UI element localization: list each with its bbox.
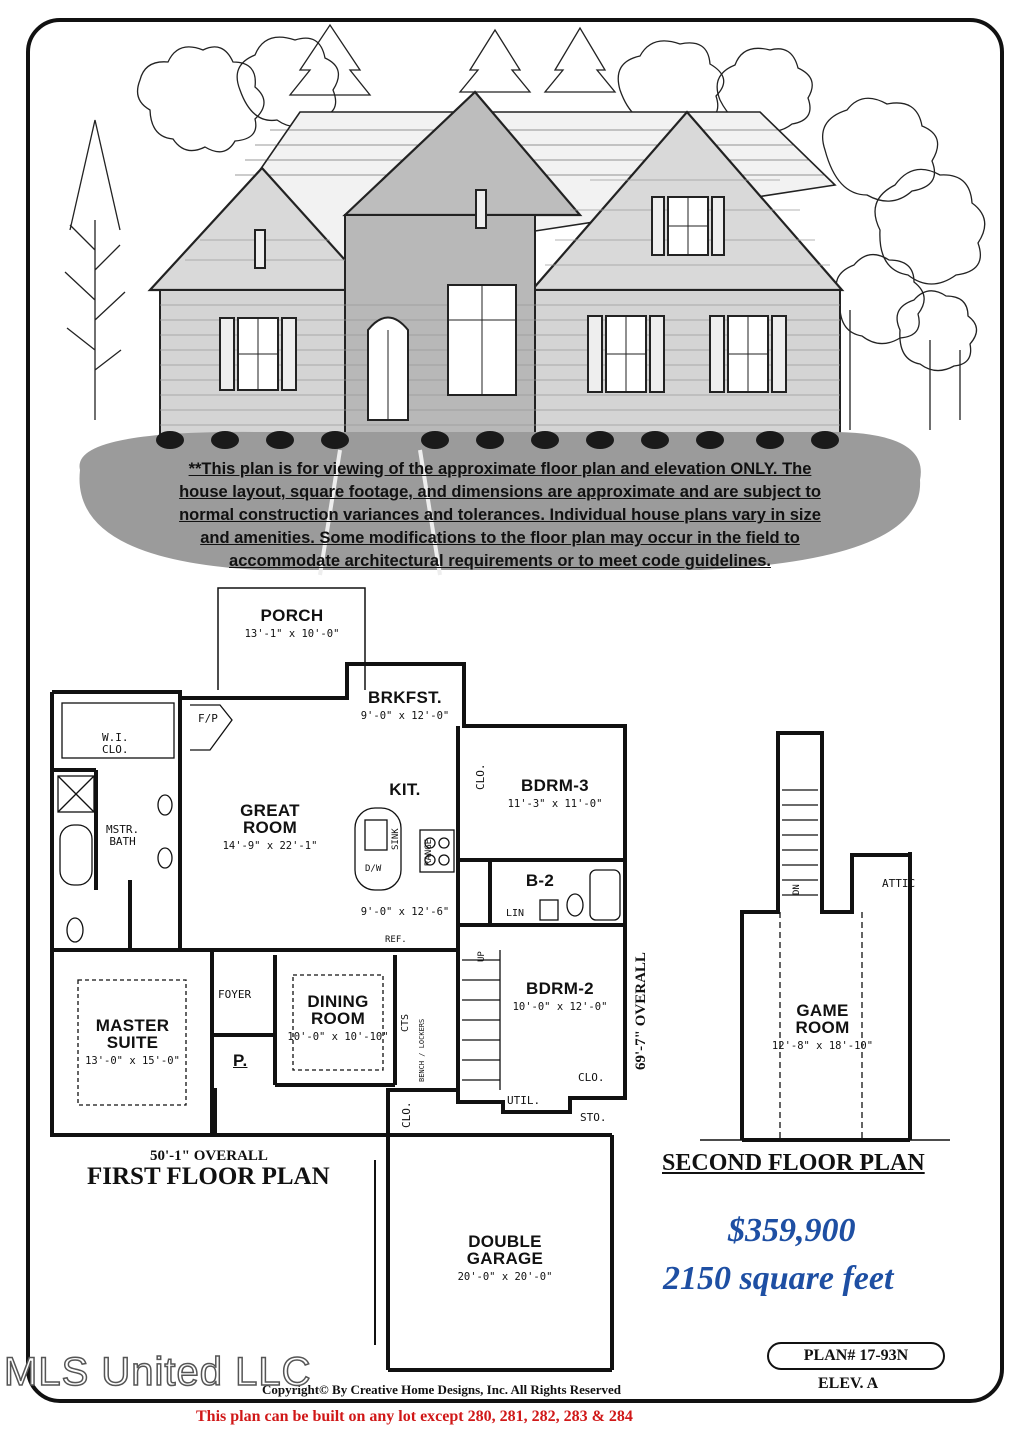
disclaimer-line: and amenities. Some modifications to the floor plan may occur in the field to bbox=[200, 529, 800, 547]
room-name: B-2 bbox=[525, 871, 555, 890]
room-name: BRKFST. bbox=[368, 688, 442, 707]
room-name: ROOM bbox=[795, 1018, 850, 1037]
room-name: GAME bbox=[796, 1001, 849, 1020]
room-name: MASTER bbox=[95, 1016, 170, 1035]
text: W.I. bbox=[102, 731, 129, 744]
label-closet-bdrm3: CLO. bbox=[474, 763, 487, 790]
room-size: 10'-0" x 10'-10" bbox=[287, 1031, 389, 1043]
room-name: KIT. bbox=[389, 780, 421, 799]
room-size: 13'-1" x 10'-0" bbox=[244, 628, 340, 640]
label-storage: STO. bbox=[580, 1111, 607, 1124]
room-name: PORCH bbox=[260, 606, 324, 625]
copyright-text: Copyright© By Creative Home Designs, Inc. All Rights Reserved bbox=[262, 1382, 622, 1397]
first-floor-depth-label: 69'-7" OVERALL bbox=[633, 952, 649, 1070]
label-bench-lockers: BENCH / LOCKERS bbox=[418, 1018, 426, 1082]
room-size: 12'-8" x 18'-10" bbox=[771, 1040, 874, 1052]
label-closet-util: CLO. bbox=[578, 1071, 605, 1084]
room-size: 10'-0" x 12'-0" bbox=[512, 1001, 608, 1013]
room-size: 14'-9" x 22'-1" bbox=[222, 840, 318, 852]
disclaimer-line: accommodate architectural requirements or to meet code guidelines. bbox=[229, 552, 771, 570]
room-name: ROOM bbox=[242, 818, 298, 837]
lot-restriction-note: This plan can be built on any lot except 280, 281, 282, 283 & 284 bbox=[196, 1408, 633, 1425]
room-name: DINING bbox=[307, 992, 369, 1011]
room-porch bbox=[222, 607, 362, 641]
room-bedroom-2 bbox=[500, 980, 620, 1014]
label-stair-down: DN bbox=[792, 884, 802, 895]
label-sink: SINK bbox=[391, 828, 401, 850]
first-floor-title: FIRST FLOOR PLAN bbox=[87, 1163, 330, 1190]
label-linen: LIN bbox=[506, 908, 525, 919]
room-size: 9'-0" x 12'-6" bbox=[360, 906, 450, 918]
room-name: SUITE bbox=[106, 1033, 159, 1052]
label-wi-clo bbox=[102, 732, 129, 756]
second-floor-walls bbox=[700, 733, 950, 1140]
room-double-garage bbox=[430, 1233, 580, 1284]
label-master-bath bbox=[106, 824, 139, 848]
room-bedroom-3 bbox=[495, 777, 615, 811]
disclaimer-line: **This plan is for viewing of the approximate floor plan and elevation ONLY. The bbox=[188, 460, 812, 478]
first-floor-width-label: 50'-1" OVERALL bbox=[150, 1148, 268, 1164]
label-refrigerator: REF. bbox=[385, 935, 407, 945]
disclaimer-line: house layout, square footage, and dimensions are approximate and are subject to bbox=[179, 483, 821, 501]
listing-price: $359,900 bbox=[728, 1212, 856, 1249]
listing-square-feet: 2150 square feet bbox=[663, 1260, 894, 1297]
room-name: GREAT bbox=[240, 801, 300, 820]
room-size: 13'-0" x 15'-0" bbox=[85, 1055, 180, 1067]
room-breakfast bbox=[340, 689, 470, 723]
label-utility: UTIL. bbox=[507, 1094, 541, 1107]
label-fireplace: F/P bbox=[198, 712, 218, 725]
room-name: ROOM bbox=[310, 1009, 366, 1028]
room-size: 11'-3" x 11'-0" bbox=[507, 798, 603, 810]
room-name: DOUBLE bbox=[468, 1232, 542, 1251]
room-size: 9'-0" x 12'-0" bbox=[360, 710, 450, 722]
disclaimer-line: normal construction variances and tolerances. Individual house plans vary in size bbox=[179, 506, 821, 524]
elevation-label: ELEV. A bbox=[818, 1375, 879, 1392]
room-size: 20'-0" x 20'-0" bbox=[457, 1271, 553, 1283]
mls-watermark: MLS United LLC bbox=[4, 1350, 312, 1394]
second-floor-title: SECOND FLOOR PLAN bbox=[662, 1150, 925, 1176]
room-name: BDRM-3 bbox=[521, 776, 589, 795]
text: CLO. bbox=[102, 743, 129, 756]
label-attic: ATTIC bbox=[882, 877, 916, 890]
label-stair-up: UP bbox=[477, 951, 487, 962]
room-game-room bbox=[760, 1002, 885, 1053]
room-master-suite bbox=[70, 1017, 195, 1068]
label-cts: CTS bbox=[400, 1013, 411, 1032]
room-name: GARAGE bbox=[466, 1249, 544, 1268]
room-name: BDRM-2 bbox=[526, 979, 594, 998]
label-powder: P. bbox=[233, 1051, 248, 1070]
room-kitchen bbox=[370, 781, 440, 798]
room-great-room bbox=[200, 802, 340, 853]
label-closet-garage: CLO. bbox=[400, 1101, 413, 1128]
room-bath-2 bbox=[510, 872, 570, 889]
label-dishwasher: D/W bbox=[365, 864, 382, 874]
kitchen-size bbox=[345, 902, 465, 919]
text: MSTR. bbox=[106, 823, 140, 836]
label-range: RANGE bbox=[424, 838, 434, 866]
label-foyer: FOYER bbox=[218, 988, 252, 1001]
plan-number-badge: PLAN# 17-93N bbox=[767, 1342, 945, 1370]
room-dining bbox=[278, 993, 398, 1044]
text: BATH bbox=[109, 835, 136, 848]
